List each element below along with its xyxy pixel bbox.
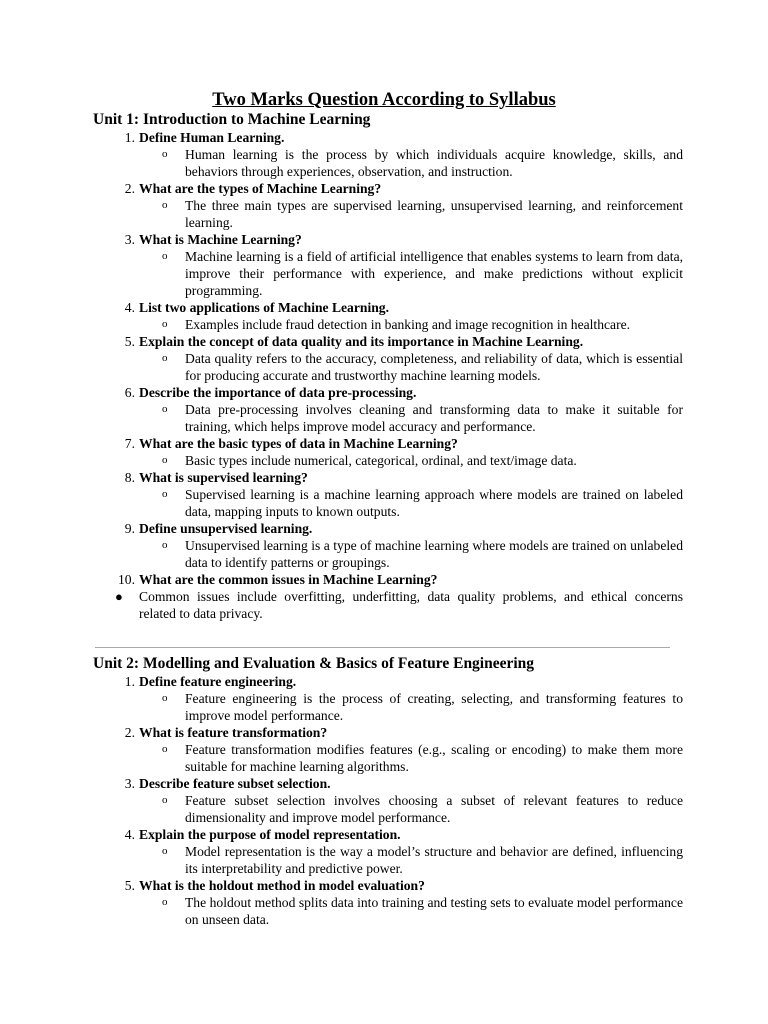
question-item [93, 180, 683, 197]
answer-text: Supervised learning is a machine learning approach where models are trained on labeled data, mapping inputs to known outputs. [185, 487, 683, 519]
question-number: 5. [124, 334, 135, 349]
question-item [93, 877, 683, 894]
question-item [93, 384, 683, 401]
answer-item [162, 146, 683, 180]
question-number: 1. [124, 130, 135, 145]
question-number: 4. [124, 827, 135, 842]
answer-item [162, 537, 683, 571]
answer-text: Data pre-processing involves cleaning and transforming data to make it suitable for training, which helps improve model accuracy and performance. [185, 402, 683, 434]
question-number: 8. [124, 470, 135, 485]
answer-item [162, 690, 683, 724]
question-number: 5. [124, 878, 135, 893]
unit-2-question-list [93, 673, 683, 928]
question-item [93, 469, 683, 486]
question-item [93, 435, 683, 452]
question-number: 6. [124, 385, 135, 400]
question-text: What is Machine Learning? [139, 232, 302, 247]
question-number: 2. [124, 181, 135, 196]
circle-bullet-icon: o [162, 352, 168, 364]
circle-bullet-icon: o [162, 199, 168, 211]
unit-1-question-list [93, 129, 683, 622]
answer-text: The three main types are supervised learning, unsupervised learning, and reinforcement learning. [185, 198, 683, 230]
question-item [93, 775, 683, 792]
answer-text: Model representation is the way a model’s structure and behavior are defined, influencing its interpretability and predictive power. [185, 844, 683, 876]
question-number: 3. [124, 232, 135, 247]
answer-item [162, 792, 683, 826]
question-item [93, 299, 683, 316]
circle-bullet-icon: o [162, 403, 168, 415]
question-number: 2. [124, 725, 135, 740]
question-text: Describe feature subset selection. [139, 776, 331, 791]
question-number: 4. [124, 300, 135, 315]
answer-item [93, 588, 683, 622]
question-number: 3. [124, 776, 135, 791]
answer-item [162, 197, 683, 231]
question-item [93, 826, 683, 843]
question-text: What are the types of Machine Learning? [139, 181, 382, 196]
circle-bullet-icon: o [162, 318, 168, 330]
section-divider [95, 647, 670, 648]
answer-text: Unsupervised learning is a type of machine learning where models are trained on unlabeled data to identify patterns or groupings. [185, 538, 683, 570]
answer-text: Feature transformation modifies features (e.g., scaling or encoding) to make them more suitable for machine learning algorithms. [185, 742, 683, 774]
circle-bullet-icon: o [162, 488, 168, 500]
question-text: Define feature engineering. [139, 674, 297, 689]
question-item [93, 520, 683, 537]
answer-text: Examples include fraud detection in banking and image recognition in healthcare. [185, 317, 631, 332]
answer-item [162, 248, 683, 299]
answer-text: Feature engineering is the process of creating, selecting, and transforming features to improve model performance. [185, 691, 683, 723]
question-item [93, 129, 683, 146]
question-text: What is the holdout method in model evaluation? [139, 878, 425, 893]
circle-bullet-icon: o [162, 454, 168, 466]
circle-bullet-icon: o [162, 250, 168, 262]
answer-item [162, 741, 683, 775]
answer-text: Feature subset selection involves choosing a subset of relevant features to reduce dimensionality and improve model performance. [185, 793, 683, 825]
unit-2-heading: Unit 2: Modelling and Evaluation & Basics of Feature Engineering [93, 655, 535, 672]
circle-bullet-icon: o [162, 539, 168, 551]
answer-item [162, 894, 683, 928]
unit-2-section [93, 654, 683, 928]
answer-item [162, 486, 683, 520]
question-number: 10. [118, 572, 135, 587]
question-number: 1. [124, 674, 135, 689]
circle-bullet-icon: o [162, 148, 168, 160]
circle-bullet-icon: o [162, 743, 168, 755]
answer-item [162, 350, 683, 384]
unit-1-section [93, 110, 683, 622]
circle-bullet-icon: o [162, 845, 168, 857]
question-text: What are the basic types of data in Machine Learning? [139, 436, 458, 451]
answer-text: Common issues include overfitting, underfitting, data quality problems, and ethical concerns related to data privacy. [139, 589, 683, 621]
question-item [93, 571, 683, 588]
question-text: What are the common issues in Machine Learning? [139, 572, 438, 587]
question-text: List two applications of Machine Learning. [139, 300, 389, 315]
answer-text: Data quality refers to the accuracy, completeness, and reliability of data, which is essential for producing accurate and trustworthy machine learning models. [185, 351, 683, 383]
circle-bullet-icon: o [162, 794, 168, 806]
answer-text: Basic types include numerical, categorical, ordinal, and text/image data. [185, 453, 577, 468]
question-text: Define unsupervised learning. [139, 521, 313, 536]
answer-text: Human learning is the process by which individuals acquire knowledge, skills, and behaviors through experiences, observation, and instruction. [185, 147, 683, 179]
filled-bullet-icon: ● [115, 589, 123, 604]
question-text: Explain the concept of data quality and its importance in Machine Learning. [139, 334, 584, 349]
question-item [93, 673, 683, 690]
answer-item [162, 843, 683, 877]
answer-item [162, 316, 683, 333]
circle-bullet-icon: o [162, 692, 168, 704]
answer-item [162, 401, 683, 435]
answer-item [162, 452, 683, 469]
question-item [93, 231, 683, 248]
question-number: 7. [124, 436, 135, 451]
question-text: Explain the purpose of model representation. [139, 827, 401, 842]
question-text: Describe the importance of data pre-processing. [139, 385, 417, 400]
circle-bullet-icon: o [162, 896, 168, 908]
question-item [93, 333, 683, 350]
question-text: What is feature transformation? [139, 725, 328, 740]
unit-1-heading: Unit 1: Introduction to Machine Learning [93, 111, 371, 128]
answer-text: Machine learning is a field of artificial intelligence that enables systems to learn from data, improve their performance with experience, and make predictions without explicit programming. [185, 249, 683, 298]
document-title: Two Marks Question According to Syllabus [212, 90, 556, 110]
question-item [93, 724, 683, 741]
question-text: Define Human Learning. [139, 130, 285, 145]
answer-text: The holdout method splits data into training and testing sets to evaluate model performance on unseen data. [185, 895, 683, 927]
question-number: 9. [124, 521, 135, 536]
question-text: What is supervised learning? [139, 470, 308, 485]
